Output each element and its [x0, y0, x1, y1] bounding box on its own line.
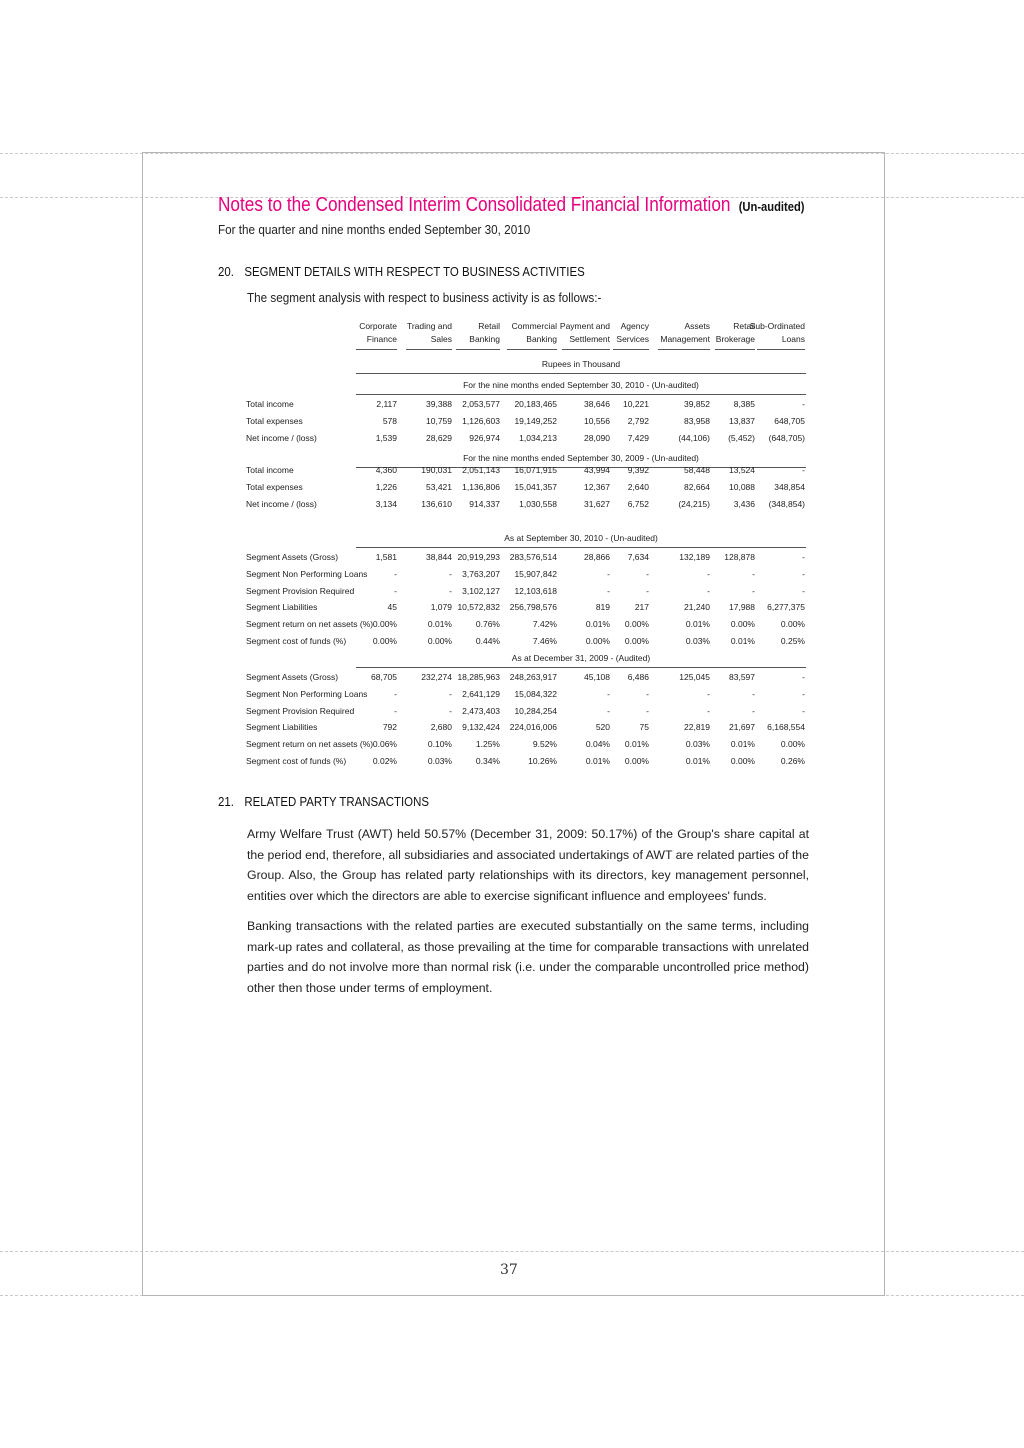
table-cell: 39,852	[684, 399, 710, 409]
table-cell: 39,388	[426, 399, 452, 409]
column-header-underline	[562, 349, 610, 350]
table-cell: 224,016,006	[509, 722, 557, 733]
table-cell: -	[752, 585, 755, 596]
column-header-underline	[613, 349, 649, 350]
table-cell: -	[607, 688, 610, 699]
table-cell: -	[646, 585, 649, 596]
table-cell: -	[752, 568, 755, 579]
table-cell: 2,641,129	[462, 688, 500, 699]
table-cell: 3,436	[733, 498, 755, 509]
table-cell: 13,837	[729, 415, 755, 426]
column-header-line: Banking	[469, 334, 500, 344]
table-cell: 6,486	[627, 672, 649, 682]
table-cell: 0.25%	[780, 636, 805, 646]
table-cell: -	[646, 705, 649, 716]
table-cell: -	[394, 705, 397, 716]
table-row	[246, 569, 816, 585]
table-cell: -	[449, 585, 452, 596]
table-row	[246, 499, 816, 515]
table-cell: 0.00%	[624, 756, 649, 766]
table-cell: 1,226	[375, 481, 397, 492]
table-cell: 0.04%	[585, 739, 610, 750]
table-cell: 83,597	[729, 672, 755, 682]
table-cell: 28,629	[426, 432, 452, 443]
table-cell: 0.76%	[475, 619, 500, 630]
column-header-underline	[658, 349, 710, 350]
table-cell: 2,053,577	[462, 399, 500, 409]
column-header-underline	[406, 349, 452, 350]
table-cell: 190,031	[421, 465, 452, 475]
row-label: Segment cost of funds (%)	[246, 636, 347, 646]
table-cell: 28,866	[584, 552, 610, 562]
table-cell: 19,149,252	[514, 415, 557, 426]
column-header-underline	[757, 349, 805, 350]
table-cell: 58,448	[684, 465, 710, 475]
table-cell: 819	[595, 602, 610, 613]
table-cell: 3,102,127	[462, 585, 500, 596]
table-cell: 0.26%	[780, 756, 805, 766]
section-20-heading	[218, 264, 585, 279]
table-cell: 68,705	[371, 672, 397, 682]
table-cell: 1,034,213	[519, 432, 557, 443]
page-title-text: Notes to the Condensed Interim Consolidated Financial Information	[218, 194, 731, 216]
table-cell: -	[707, 585, 710, 596]
table-cell: -	[707, 688, 710, 699]
section-21-title: RELATED PARTY TRANSACTIONS	[244, 794, 429, 809]
table-cell: -	[707, 705, 710, 716]
table-cell: -	[802, 568, 805, 579]
table-cell: -	[752, 688, 755, 699]
table-cell: 1,126,603	[462, 415, 500, 426]
block-title: As at September 30, 2010 - (Un-audited)	[504, 533, 658, 543]
table-cell: 0.01%	[427, 619, 452, 630]
table-row	[246, 482, 816, 498]
table-cell: 6,168,554	[767, 722, 805, 733]
table-cell: 31,627	[584, 498, 610, 509]
row-label: Segment Liabilities	[246, 602, 318, 613]
table-cell: 248,263,917	[509, 672, 557, 682]
section-21-paragraph-1: Army Welfare Trust (AWT) held 50.57% (December 31, 2009: 50.17%) of the Group's share capital at the period end, therefore, all subsidiaries and associated undertakings of AWT are related parties of the Group. Also, the Group has related party relationships with its directors, key management personnel, entities over which the directors are able to exercise significant influence and employees' funds.	[247, 827, 809, 903]
table-cell: 38,646	[584, 399, 610, 409]
table-cell: 0.00%	[624, 636, 649, 646]
column-header-line: Sales	[430, 334, 452, 344]
table-cell: -	[607, 568, 610, 579]
column-header-line: Sub-Ordinated	[749, 321, 805, 331]
table-cell: 15,907,842	[514, 568, 557, 579]
table-cell: 82,664	[684, 481, 710, 492]
table-row	[246, 619, 816, 635]
column-header-line: Management	[660, 334, 710, 344]
table-cell: -	[802, 705, 805, 716]
table-cell: 43,994	[584, 465, 610, 475]
table-cell: -	[449, 568, 452, 579]
table-cell: (44,106)	[678, 432, 710, 443]
table-cell: 0.01%	[624, 739, 649, 750]
block-rule	[356, 394, 806, 395]
table-row	[246, 722, 816, 738]
table-cell: 12,367	[584, 481, 610, 492]
row-label: Net income / (loss)	[246, 432, 317, 443]
table-cell: 0.01%	[685, 619, 710, 630]
table-cell: 12,103,618	[514, 585, 557, 596]
table-cell: 7.42%	[532, 619, 557, 630]
block-title: For the nine months ended September 30, 2010 - (Un-audited)	[463, 380, 699, 390]
page-title	[218, 194, 805, 217]
table-cell: 21,240	[684, 602, 710, 613]
table-cell: -	[394, 585, 397, 596]
table-cell: 0.01%	[685, 756, 710, 766]
table-cell: 0.00%	[730, 619, 755, 630]
table-cell: 0.00%	[585, 636, 610, 646]
table-cell: 125,045	[679, 672, 710, 682]
table-cell: (648,705)	[768, 432, 805, 443]
units-label: Rupees in Thousand	[541, 359, 621, 369]
table-cell: 10,088	[729, 481, 755, 492]
table-cell: 0.01%	[730, 739, 755, 750]
table-cell: 0.01%	[730, 636, 755, 646]
row-label: Segment return on net assets (%)	[246, 739, 374, 750]
table-row	[246, 706, 816, 722]
row-label: Total expenses	[246, 415, 303, 426]
table-cell: 256,798,576	[509, 602, 557, 613]
column-header-line: Agency	[620, 321, 649, 331]
table-cell: 20,183,465	[514, 399, 557, 409]
table-cell: 232,274	[421, 672, 452, 682]
table-cell: 132,189	[679, 552, 710, 562]
table-cell: 15,041,357	[514, 481, 557, 492]
table-cell: 45	[387, 602, 397, 613]
table-cell: 2,117	[376, 399, 397, 409]
table-cell: 83,958	[684, 415, 710, 426]
column-header-line: Retail	[478, 321, 500, 331]
table-cell: 0.34%	[475, 756, 500, 766]
table-cell: 2,640	[627, 481, 649, 492]
table-row	[246, 602, 816, 618]
table-cell: 0.00%	[730, 756, 755, 766]
table-cell: 1,539	[375, 432, 397, 443]
table-cell: -	[607, 705, 610, 716]
table-cell: 0.03%	[685, 739, 710, 750]
section-20-intro: The segment analysis with respect to business activity is as follows:-	[247, 290, 602, 305]
table-cell: 1,030,558	[519, 498, 557, 509]
table-row	[246, 465, 816, 481]
column-header-line: Commercial	[511, 321, 557, 331]
table-cell: 20,919,293	[457, 552, 500, 562]
table-cell: 520	[595, 722, 610, 733]
table-cell: 0.01%	[585, 756, 610, 766]
table-cell: 792	[382, 722, 397, 733]
table-cell: -	[802, 552, 805, 562]
table-cell: -	[802, 465, 805, 475]
table-cell: 17,988	[729, 602, 755, 613]
units-rule	[356, 373, 806, 374]
row-label: Segment Non Performing Loans	[246, 568, 368, 579]
table-cell: -	[449, 688, 452, 699]
column-header-8	[735, 320, 805, 346]
row-label: Segment Provision Required	[246, 585, 355, 596]
page-title-suffix: (Un-audited)	[738, 199, 805, 214]
row-label: Segment return on net assets (%)	[246, 619, 374, 630]
column-header-line: Corporate	[359, 321, 397, 331]
table-cell: 0.01%	[585, 619, 610, 630]
table-cell: 9.52%	[532, 739, 557, 750]
table-cell: 1,581	[375, 552, 397, 562]
table-cell: 38,844	[426, 552, 452, 562]
table-cell: (24,215)	[678, 498, 710, 509]
column-header-underline	[356, 349, 397, 350]
section-20-title: SEGMENT DETAILS WITH RESPECT TO BUSINESS ACTIVITIES	[244, 264, 585, 279]
row-label: Segment Provision Required	[246, 705, 355, 716]
table-cell: 18,285,963	[457, 672, 500, 682]
column-header-line: Brokerage	[715, 334, 755, 344]
table-cell: 28,090	[584, 432, 610, 443]
column-header-line: Trading and	[406, 321, 452, 331]
table-cell: 15,084,322	[514, 688, 557, 699]
table-cell: 0.06%	[372, 739, 397, 750]
table-cell: (348,854)	[768, 498, 805, 509]
block-rule	[356, 547, 806, 548]
column-header-line: Payment and	[559, 321, 610, 331]
table-cell: 75	[639, 722, 649, 733]
column-header-underline	[715, 349, 755, 350]
table-row	[246, 739, 816, 755]
row-label: Segment Liabilities	[246, 722, 318, 733]
table-cell: 9,132,424	[462, 722, 500, 733]
table-cell: 10,759	[426, 415, 452, 426]
section-21-paragraph-2: Banking transactions with the related parties are executed substantially on the same terms, including mark-up rates and collateral, as those prevailing at the time for comparable transactions with unrelated parties and do not involve more than normal risk (i.e. under the comparable uncontrolled price method) other then those under terms of employment.	[247, 919, 809, 995]
table-cell: -	[707, 568, 710, 579]
table-row	[246, 636, 816, 652]
page-subtitle: For the quarter and nine months ended September 30, 2010	[218, 222, 531, 237]
table-row	[246, 672, 816, 688]
table-cell: 0.00%	[372, 619, 397, 630]
table-cell: 217	[634, 602, 649, 613]
table-cell: 45,108	[584, 672, 610, 682]
table-cell: 1.25%	[475, 739, 500, 750]
table-cell: 0.00%	[372, 636, 397, 646]
table-cell: 10,284,254	[514, 705, 557, 716]
row-label: Total income	[246, 399, 294, 409]
table-cell: 7,634	[627, 552, 649, 562]
section-20-number: 20.	[218, 264, 234, 279]
table-cell: 10,556	[584, 415, 610, 426]
table-cell: 0.00%	[780, 619, 805, 630]
table-cell: 1,136,806	[462, 481, 500, 492]
row-label: Segment Assets (Gross)	[246, 672, 339, 682]
row-label: Segment cost of funds (%)	[246, 756, 347, 766]
table-cell: 7.46%	[532, 636, 557, 646]
table-cell: 10,572,832	[457, 602, 500, 613]
table-cell: -	[394, 568, 397, 579]
table-cell: 0.10%	[427, 739, 452, 750]
table-cell: -	[802, 585, 805, 596]
table-row	[246, 756, 816, 772]
table-cell: 10.26%	[528, 756, 557, 766]
table-cell: 22,819	[684, 722, 710, 733]
table-cell: 348,854	[774, 481, 805, 492]
table-cell: 21,697	[729, 722, 755, 733]
table-cell: -	[607, 585, 610, 596]
table-cell: 0.02%	[372, 756, 397, 766]
table-cell: 16,071,915	[514, 465, 557, 475]
table-cell: 2,473,403	[462, 705, 500, 716]
row-label: Segment Assets (Gross)	[246, 552, 339, 562]
table-cell: 578	[382, 415, 397, 426]
column-header-5	[579, 320, 649, 346]
column-header-line: Retail	[733, 321, 755, 331]
table-cell: 0.44%	[475, 636, 500, 646]
table-cell: (5,452)	[728, 432, 755, 443]
table-cell: 283,576,514	[509, 552, 557, 562]
table-cell: 6,277,375	[767, 602, 805, 613]
table-cell: 7,429	[627, 432, 649, 443]
column-header-line: Loans	[781, 334, 805, 344]
table-cell: -	[802, 688, 805, 699]
column-header-underline	[456, 349, 500, 350]
row-label: Total income	[246, 465, 294, 475]
table-cell: 136,610	[421, 498, 452, 509]
table-cell: 0.00%	[780, 739, 805, 750]
section-21-number: 21.	[218, 794, 234, 809]
table-cell: 4,360	[375, 465, 397, 475]
section-21-heading	[218, 794, 429, 809]
table-cell: 2,792	[627, 415, 649, 426]
table-cell: 3,134	[375, 498, 397, 509]
row-label: Total expenses	[246, 481, 303, 492]
table-cell: 8,385	[733, 399, 755, 409]
table-cell: -	[802, 399, 805, 409]
column-header-line: Services	[616, 334, 649, 344]
table-cell: 10,221	[623, 399, 649, 409]
table-cell: 0.00%	[624, 619, 649, 630]
table-cell: 6,752	[627, 498, 649, 509]
table-cell: 0.03%	[685, 636, 710, 646]
table-cell: -	[646, 688, 649, 699]
table-cell: 9,392	[627, 465, 649, 475]
block-title: As at December 31, 2009 - (Audited)	[511, 653, 651, 663]
table-cell: -	[752, 705, 755, 716]
table-row	[246, 552, 816, 568]
table-row	[246, 399, 816, 415]
table-cell: 3,763,207	[462, 568, 500, 579]
table-cell: 53,421	[426, 481, 452, 492]
table-row	[246, 433, 816, 449]
table-cell: 914,337	[469, 498, 500, 509]
table-cell: 128,878	[724, 552, 755, 562]
column-header-underline	[507, 349, 557, 350]
table-cell: 13,524	[729, 465, 755, 475]
table-cell: 0.03%	[427, 756, 452, 766]
table-row	[246, 586, 816, 602]
column-header-line: Finance	[366, 334, 397, 344]
table-cell: 926,974	[469, 432, 500, 443]
table-cell: 1,079	[430, 602, 452, 613]
column-header-line: Banking	[526, 334, 557, 344]
page-number: 37	[500, 1262, 518, 1278]
row-label: Segment Non Performing Loans	[246, 688, 368, 699]
table-cell: 2,051,143	[462, 465, 500, 475]
column-header-line: Settlement	[569, 334, 610, 344]
table-cell: -	[449, 705, 452, 716]
table-cell: 2,680	[430, 722, 452, 733]
table-row	[246, 416, 816, 432]
block-rule	[356, 667, 806, 668]
table-row	[246, 689, 816, 705]
table-cell: 0.00%	[427, 636, 452, 646]
block-title: For the nine months ended September 30, 2009 - (Un-audited)	[463, 453, 699, 463]
table-cell: -	[802, 672, 805, 682]
row-label: Net income / (loss)	[246, 498, 317, 509]
table-cell: 648,705	[774, 415, 805, 426]
table-cell: -	[646, 568, 649, 579]
column-header-line: Assets	[684, 321, 710, 331]
table-cell: -	[394, 688, 397, 699]
